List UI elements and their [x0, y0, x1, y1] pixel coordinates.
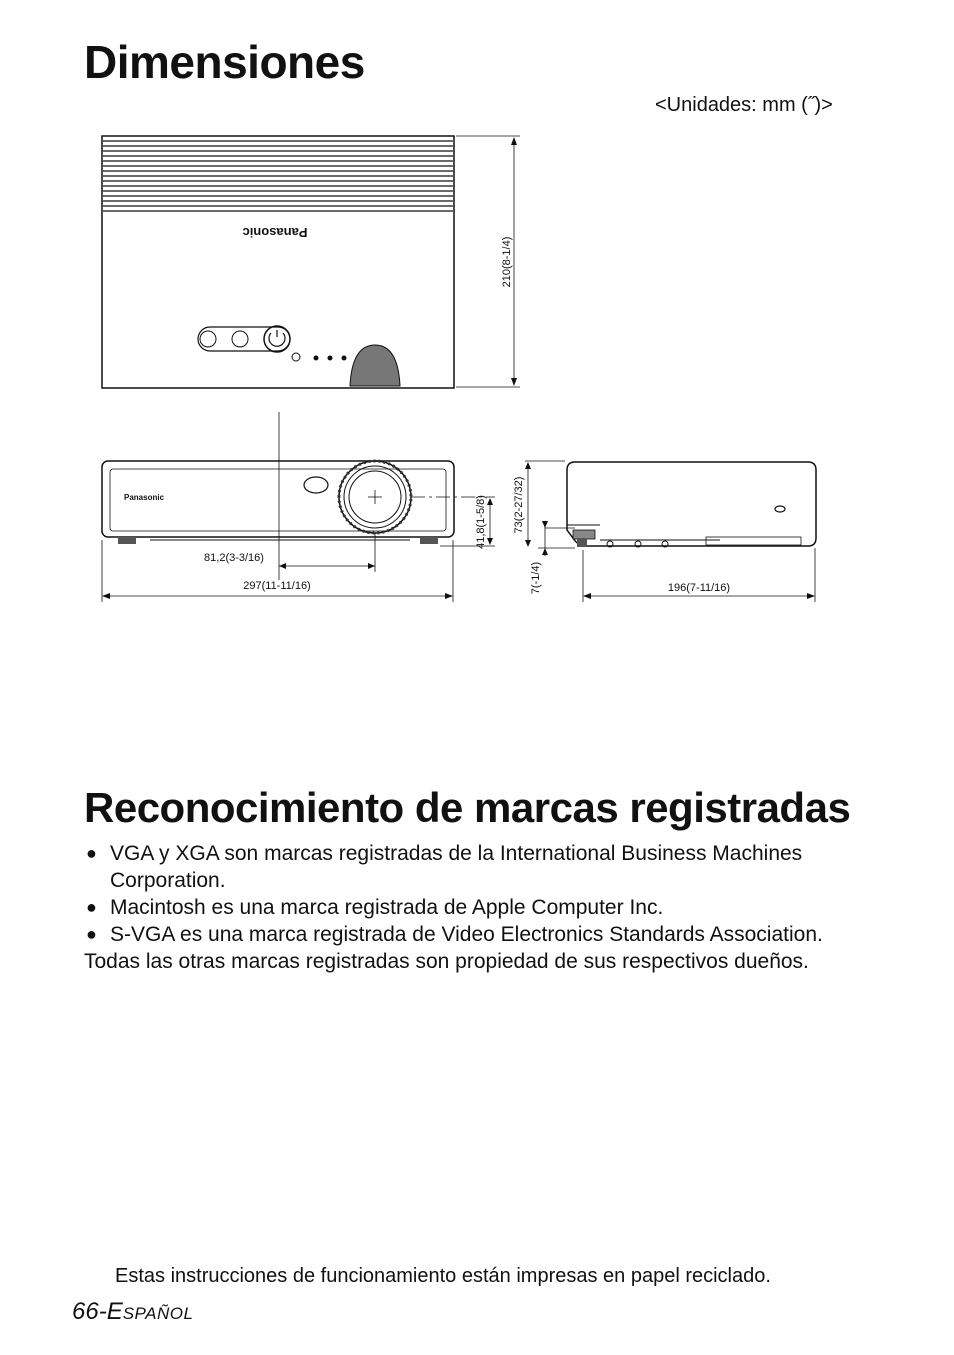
- dim-lens-height: 41,8(1-5/8): [475, 495, 487, 549]
- bullet-icon: ●: [86, 843, 97, 863]
- trademark-list: [84, 840, 884, 975]
- bullet-icon: ●: [86, 924, 97, 944]
- top-view: [102, 136, 520, 388]
- button-icon: [200, 331, 216, 347]
- dim-width-front: 297(11-11/16): [243, 580, 311, 592]
- power-button-icon: [264, 326, 290, 352]
- dim-foot: 7(-1/4): [530, 561, 542, 595]
- dim-depth-side: 196(7-11/16): [667, 582, 731, 594]
- list-item: ● Macintosh es una marca registrada de Apple Computer Inc.: [86, 896, 664, 919]
- button-icon: [232, 331, 248, 347]
- brand-logo: Panasonic: [124, 493, 165, 502]
- bullet-icon: ●: [86, 897, 97, 917]
- projector-dimension-diagram: [0, 120, 954, 620]
- language-label: SPAÑOL: [122, 1304, 194, 1323]
- units-label: <Unidades: mm (˝)>: [655, 94, 833, 116]
- side-view: [525, 461, 816, 602]
- brand-logo-mirrored: Panasonic: [242, 225, 308, 240]
- list-item: ● S-VGA es una marca registrada de Video Electronics Standards Association.: [86, 923, 823, 946]
- dim-lens-offset: 81,2(3-3/16): [204, 552, 264, 564]
- section-title-trademarks: Reconocimiento de marcas registradas: [84, 784, 851, 831]
- front-view: [102, 412, 495, 602]
- page-number: 66-ESPAÑOL: [72, 1298, 194, 1325]
- dim-height-side: 73(2-27/32): [513, 476, 525, 534]
- recycled-paper-note: Estas instrucciones de funcionamiento están impresas en papel reciclado.: [115, 1265, 771, 1287]
- dim-height-top: 210(8-1/4): [501, 236, 513, 288]
- list-item: ● VGA y XGA son marcas registradas de la International Business Machines Corporation.: [86, 842, 803, 892]
- trademark-note: Todas las otras marcas registradas son propiedad de sus respectivos dueños.: [84, 950, 809, 973]
- section-title-dimensiones: Dimensiones: [84, 36, 365, 88]
